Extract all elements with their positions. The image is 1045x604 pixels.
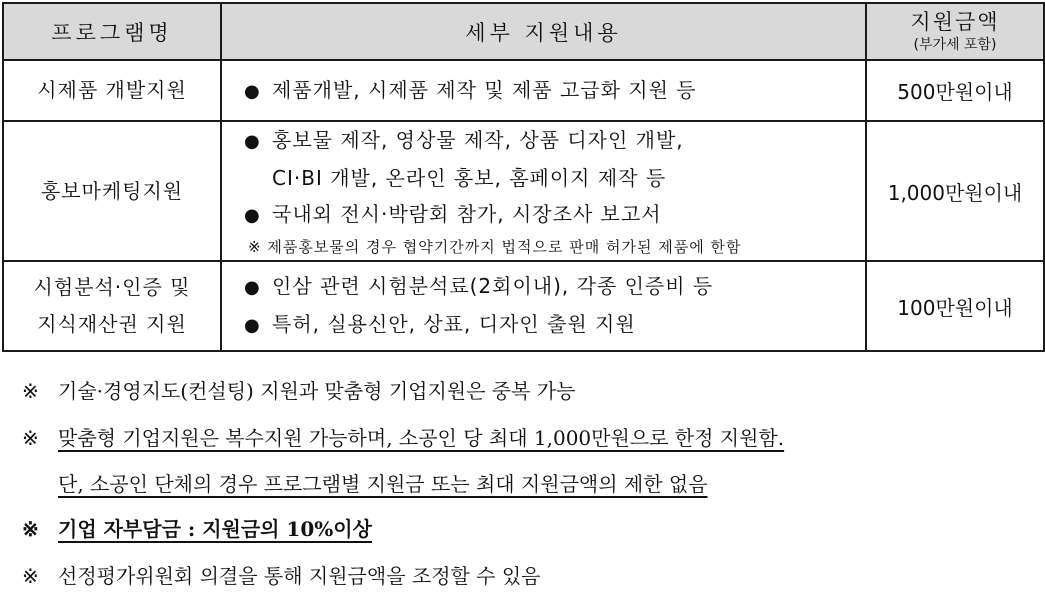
note-text: 선정평가위원회 의결을 통해 지원금액을 조정할 수 있음 bbox=[58, 564, 541, 588]
detail-cell bbox=[221, 121, 866, 261]
note-text: 맞춤형 기업지원은 복수지원 가능하며, 소공인 당 최대 1,000만원으로 한정 지원함. bbox=[58, 426, 785, 450]
header-program: 프로그램명 bbox=[3, 3, 221, 60]
note-text: 기업 자부담금 : 지원금의 10%이상 bbox=[58, 517, 372, 541]
note-item bbox=[22, 368, 1042, 415]
list-item-continuation: CI·BI 개발, 온라인 홍보, 홈페이지 제작 등 bbox=[272, 166, 667, 190]
note-text: 기술·경영지도(컨설팅) 지원과 맞춤형 기업지원은 중복 가능 bbox=[58, 379, 576, 403]
bullet-icon: ● bbox=[244, 205, 261, 226]
header-amount-sub: (부가세 포함) bbox=[913, 36, 997, 53]
list-item: ● 홍보물 제작, 영상물 제작, 상품 디자인 개발, bbox=[244, 122, 865, 160]
detail-note: ※ 제품홍보물의 경우 협약기간까지 법적으로 판매 허가된 제품에 한함 bbox=[248, 238, 742, 256]
header-amount bbox=[866, 3, 1044, 60]
header-detail: 세부 지원내용 bbox=[221, 3, 866, 60]
notes-section bbox=[22, 368, 1042, 600]
amount-cell: 500만원이내 bbox=[866, 60, 1044, 121]
amount-cell: 1,000만원이내 bbox=[866, 121, 1044, 261]
table-row bbox=[3, 60, 1044, 121]
list-item: ● 국내외 전시·박람회 참가, 시장조사 보고서 bbox=[244, 196, 865, 234]
detail-cell bbox=[221, 261, 866, 351]
list-item: ● 제품개발, 시제품 제작 및 제품 고급화 지원 등 bbox=[244, 72, 865, 110]
reference-mark: ※ bbox=[22, 564, 39, 588]
note-text: 단, 소공인 단체의 경우 프로그램별 지원금 또는 최대 지원금액의 제한 없음 bbox=[58, 472, 708, 496]
bullet-icon: ● bbox=[244, 315, 261, 336]
program-name-cell: 시험분석·인증 및 지식재산권 지원 bbox=[3, 261, 221, 351]
table-header-row bbox=[3, 3, 1044, 60]
list-item: ● 인삼 관련 시험분석료(2회이내), 각종 인증비 등 bbox=[244, 268, 865, 306]
program-name-cell: 시제품 개발지원 bbox=[3, 60, 221, 121]
note-item bbox=[22, 415, 1042, 462]
list-item: ● 특허, 실용신안, 상표, 디자인 출원 지원 bbox=[244, 306, 865, 344]
bullet-icon: ● bbox=[244, 277, 261, 298]
amount-cell: 100만원이내 bbox=[866, 261, 1044, 351]
table-row bbox=[3, 121, 1044, 261]
support-table bbox=[2, 2, 1045, 352]
reference-mark: ※ bbox=[22, 426, 39, 450]
bullet-icon: ● bbox=[244, 80, 261, 102]
note-item bbox=[22, 506, 1042, 553]
reference-mark: ※ bbox=[22, 379, 39, 403]
bullet-icon: ● bbox=[244, 131, 261, 152]
note-continuation bbox=[22, 462, 1042, 506]
note-item bbox=[22, 553, 1042, 600]
detail-cell bbox=[221, 60, 866, 121]
program-name-cell: 홍보마케팅지원 bbox=[3, 121, 221, 261]
table-row bbox=[3, 261, 1044, 351]
header-amount-title: 지원금액 bbox=[910, 9, 1000, 34]
reference-mark: ※ bbox=[22, 517, 39, 541]
